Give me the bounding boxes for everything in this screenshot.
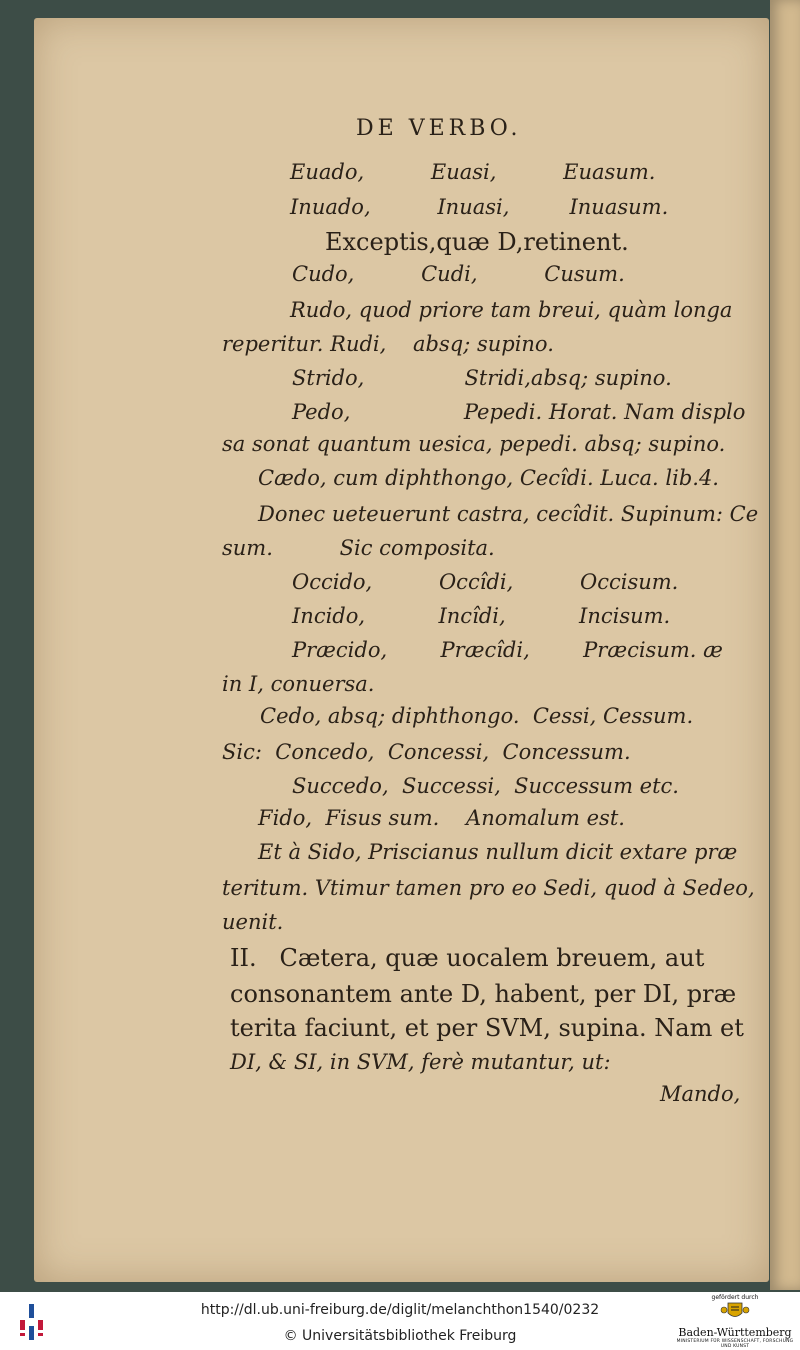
text-line-6: reperitur. Rudi, absq; supino.	[222, 332, 554, 356]
source-url[interactable]: http://dl.ub.uni-freiburg.de/diglit/melanchthon1540/0232	[200, 1302, 600, 1318]
text-line-5: Rudo, quod priore tam breui, quàm longa	[290, 298, 733, 322]
text-line-7: Strido, Stridi,absq; supino.	[292, 366, 672, 390]
footer	[0, 1292, 800, 1350]
text-line-21: Et à Sido, Priscianus nullum dicit extare præ	[258, 840, 738, 864]
text-line-2: Inuado, Inuasi, Inuasum.	[290, 195, 669, 219]
sponsor-caption: gefördert durch	[711, 1294, 759, 1301]
text-line-23: uenit.	[222, 910, 284, 934]
text-line-19: Succedo, Successi, Successum etc.	[292, 774, 679, 798]
text-line-14: Incido, Incîdi, Incisum.	[292, 604, 671, 628]
text-line-8: Pedo, Pepedi. Horat. Nam displo	[292, 400, 746, 424]
text-line-17: Cedo, absq; diphthongo. Cessi, Cessum.	[260, 704, 694, 728]
text-line-16: in I, conuersa.	[222, 672, 375, 696]
text-line-26: terita faciunt, et per SVM, supina. Nam et	[230, 1014, 744, 1042]
text-line-25: consonantem ante D, habent, per DI, præ	[230, 980, 737, 1008]
copyright-notice: © Universitätsbibliothek Freiburg	[283, 1328, 517, 1344]
sponsor-ministry: MINISTERIUM FÜR WISSENSCHAFT, FORSCHUNG UND KUNST	[676, 1339, 794, 1349]
text-line-1: Euado, Euasi, Euasum.	[290, 160, 656, 184]
text-line-4: Cudo, Cudi, Cusum.	[292, 262, 625, 286]
text-line-9: sa sonat quantum uesica, pepedi. absq; supino.	[222, 432, 726, 456]
text-line-10: Cædo, cum diphthongo, Cecîdi. Luca. lib.4.	[258, 466, 719, 490]
running-header: DE VERBO.	[356, 116, 522, 141]
text-line-12: sum. Sic composita.	[222, 536, 495, 560]
text-line-28: Mando,	[660, 1082, 741, 1106]
text-line-15: Præcido, Præcîdi, Præcisum. æ	[292, 638, 723, 662]
baden-wuerttemberg-logo	[676, 1294, 794, 1348]
coat-of-arms-icon	[720, 1301, 750, 1321]
text-line-3: Exceptis,quæ D,retinent.	[325, 228, 629, 256]
text-line-18: Sic: Concedo, Concessi, Concessum.	[222, 740, 631, 764]
text-line-13: Occido, Occîdi, Occisum.	[292, 570, 679, 594]
text-line-24: II. Cætera, quæ uocalem breuem, aut	[230, 944, 705, 972]
text-line-11: Donec ueteuerunt castra, cecîdit. Supinum: Ce	[258, 502, 759, 526]
text-line-20: Fido, Fisus sum. Anomalum est.	[258, 806, 625, 830]
sponsor-name: Baden-Württemberg	[678, 1326, 792, 1339]
text-line-27: DI, & SI, in SVM, ferè mutantur, ut:	[230, 1050, 611, 1074]
text-line-22: teritum. Vtimur tamen pro eo Sedi, quod à Sedeo,	[222, 876, 755, 900]
